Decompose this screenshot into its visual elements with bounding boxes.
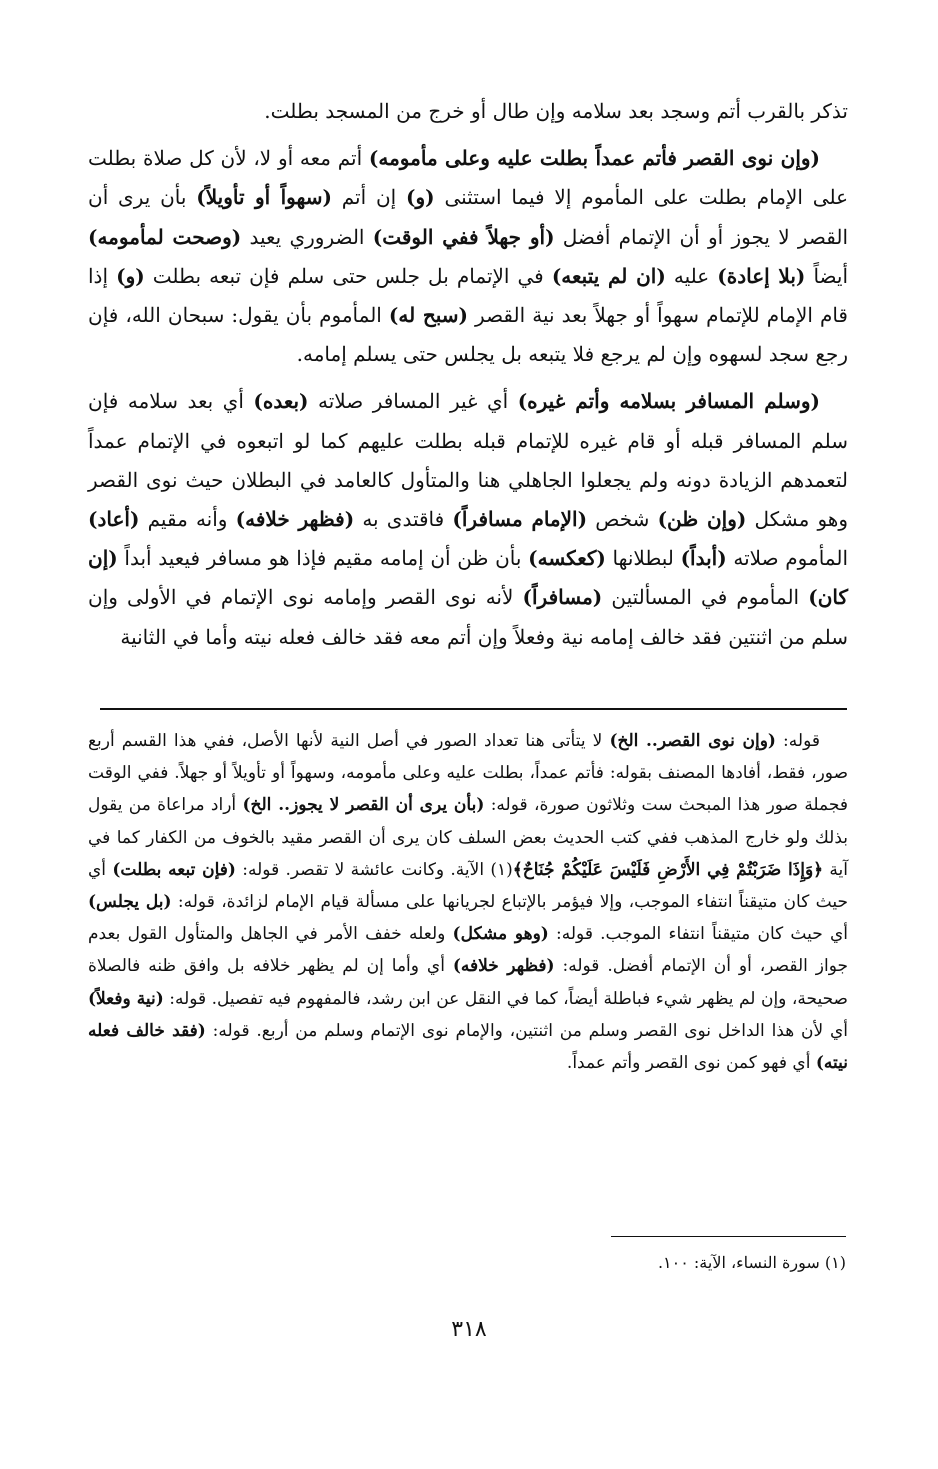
bold-phrase: (الإمام مسافراً) (452, 507, 588, 532)
footnote-divider (611, 1236, 846, 1237)
text-run: الضروري يعيد (241, 224, 373, 249)
bold-phrase: (كعكسه) (528, 546, 606, 571)
text-run: وأنه مقيم (139, 507, 236, 532)
bold-phrase: (و) (116, 263, 145, 288)
text-run: إن أتم (331, 185, 407, 210)
text-run: شخص (587, 507, 658, 532)
commentary-divider (100, 708, 847, 710)
bold-phrase: (سهواً أو تأويلاً) (196, 185, 332, 210)
text-run: لا يتأتى هنا تعداد الصور في أصل النية لأنها الأصل، ففي هذا القسم أربع صور، فقط، أفادها المصنف بقوله: فأتم عمداً، بطلت عليه وعلى مأمومه، وسهواً أو تأويلاً أو جهلاً. ففي الوقت فجملة صور هذا المبحث ست وثلاثون صورة، قوله: (88, 731, 848, 816)
bold-phrase: (فقد خالف فعله نيته) (88, 1020, 848, 1074)
paragraph-3 (88, 382, 848, 656)
bold-phrase: (بأن يرى أن القصر لا يجوز.. الخ) (242, 795, 485, 816)
paragraph-1: تذكر بالقرب أتم وسجد بعد سلامه وإن طال أو خرج من المسجد بطلت. (264, 99, 848, 123)
text-run: أي غير المسافر صلاته (308, 389, 518, 414)
bold-phrase: (بل يجلس) (88, 892, 172, 913)
bold-phrase: (وهو مشكل) (452, 924, 549, 945)
bold-phrase: (ان لم يتبعه) (551, 263, 666, 288)
bold-phrase: (نية وفعلاً) (88, 988, 164, 1009)
text-run: أتم معه أو لا، لأن كل صلاة بطلت على الإمام بطلت على المأموم إلا فيما استثنى (88, 146, 848, 210)
text-run: المأموم صلاته (726, 546, 849, 571)
bold-phrase: (مسافراً) (522, 585, 603, 610)
footnote: (١) سورة النساء، الآية: ١٠٠. (657, 1253, 846, 1272)
bold-phrase: (وإن ظن) (657, 507, 747, 532)
text-run: إذا قام الإمام للإتمام سهواً أو جهلاً بعد نية القصر (88, 263, 848, 328)
bold-phrase: (فظهر خلافه) (235, 507, 355, 532)
bold-phrase: (و) (406, 185, 435, 210)
text-run: ولعله خفف الأمر في الجاهل والمتأول القول بعدم جواز القصر، أو أن الإتمام أفضل. قوله: (88, 924, 848, 977)
bold-phrase: (وإن نوى القصر فأتم عمداً بطلت عليه وعلى مأمومه) (368, 146, 820, 171)
text-run: أي وأما إن لم يظهر خلافه بل وافق ظنه فالصلاة صحيحة، وإن لم يظهر شيء فباطلة أيضاً، كما في النقل عن ابن رشد، فالمفهوم فيه تفصيل. قوله: (88, 956, 848, 1009)
page-number: ٣١٨ (451, 1317, 487, 1342)
text-run: أي فهو كمن نوى القصر وأتم عمداً. (566, 1053, 816, 1074)
bold-phrase: (وسلم المسافر بسلامه وأتم غيره) (517, 389, 821, 414)
paragraph-2 (88, 139, 848, 374)
bold-phrase: (سبح له) (388, 303, 468, 328)
text-run: بأن ظن أن إمامه مقيم فإذا هو مسافر فيعيد أبداً (117, 546, 529, 571)
text-run: في الإتمام بل جلس حتى سلم فإن تبعه بطلت (144, 263, 552, 288)
text-run: المأموم بأن يقول: سبحان الله، فإن رجع سجد لسهوه وإن لم يرجع فلا يتبعه بل يجلس حتى يسلم إمامه. (88, 303, 848, 367)
text-run: أي حيث كان متيقناً انتفاء الموجب. قوله: (548, 924, 848, 945)
bold-phrase: (وصحت لمأمومه) (88, 224, 242, 249)
text-run: أيضاً (805, 263, 849, 288)
bold-phrase: (أبداً) (680, 546, 727, 571)
commentary (88, 725, 848, 1079)
text-run: أي بعد سلامه فإن سلم المسافر قبله أو قام غيره للإتمام قبله بطلت عليهم كما لو اتبعوه في الإتمام عمداً لتعمدهم الزيادة دونه ولم يجعلوا الجاهلي هنا والمتأول كالعامد في البطلان حيث نوى القصر وهو مشكل (88, 389, 848, 532)
bold-phrase: (أعاد) (88, 507, 140, 532)
commentary-paragraph (88, 725, 848, 1079)
bold-phrase: (فإن تبعه بطلت) (112, 859, 236, 880)
text-run: أي حيث كان متيقناً انتفاء الموجب، وإلا فيؤمر بالإتباع لجريانها على مسألة قيام الإمام لزائدة، قوله: (88, 859, 848, 913)
bold-phrase: (بعده) (253, 389, 309, 414)
text-run: (١) الآية. وكانت عائشة لا تقصر. قوله: (235, 859, 513, 880)
main-text (88, 92, 848, 657)
text-run: أراد مراعاة من يقول بذلك ولو خارج المذهب ففي كتب الحديث بعض السلف كان يرى أن القصر مقيد بالخوف من الكفار كما في آية (88, 795, 848, 880)
bold-phrase: ﴿وَإِذَا ضَرَبْتُمْ فِي الأَرْضِ فَلَيْسَ عَلَيْكُمْ جُنَاحٌ﴾ (512, 859, 824, 880)
text-run: فاقتدى به (354, 507, 453, 532)
text-run: بأن يرى أن القصر لا يجوز أو أن الإتمام أفضل (88, 185, 848, 249)
text-run: المأموم في المسألتين (602, 585, 809, 610)
text-run: لبطلانها (605, 546, 681, 571)
text-run: لأنه نوى القصر وإمامه نوى الإتمام في الأولى وإن سلم من اثنتين فقد خالف إمامه نية وفعلاً وإن أتم معه فقد خالف فعله نيته وأما في الثانية (88, 585, 848, 649)
bold-phrase: (إن كان) (88, 546, 848, 610)
bold-phrase: (بلا إعادة) (717, 263, 806, 288)
bold-phrase: (فظهر خلافه) (452, 956, 555, 977)
bold-phrase: (أو جهلاً ففي الوقت) (372, 224, 555, 249)
text-run: قوله: (775, 731, 820, 751)
text-run: أي لأن هذا الداخل نوى القصر وسلم من اثنتين، والإمام نوى الإتمام وسلم من أربع. قوله: (205, 1020, 848, 1041)
text-run: عليه (665, 263, 718, 288)
bold-phrase: (وإن نوى القصر.. الخ) (609, 731, 776, 751)
